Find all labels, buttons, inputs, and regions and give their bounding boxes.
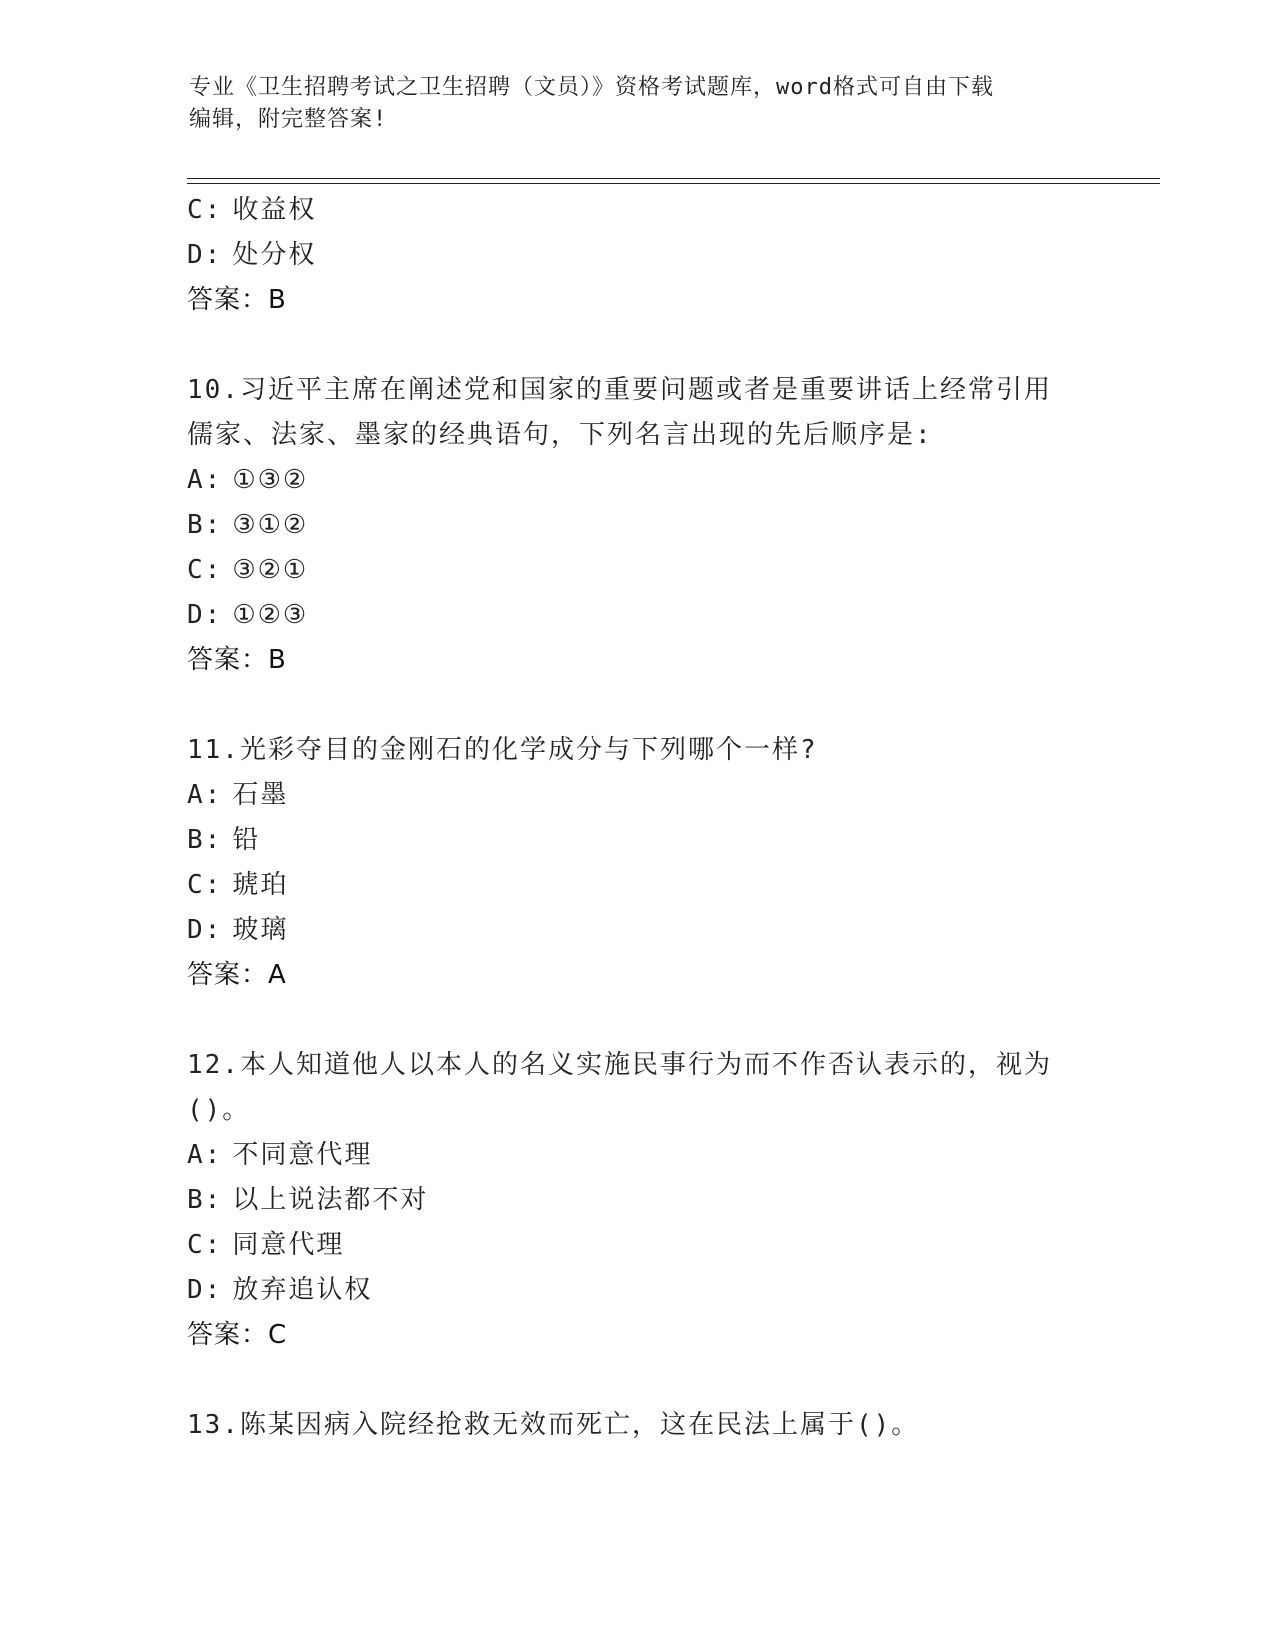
option-text: 以上说法都不对 xyxy=(232,1185,429,1215)
option-text: 处分权 xyxy=(232,240,317,270)
q12-text-line-2: ()。 xyxy=(187,1095,251,1125)
option-text: 铅 xyxy=(232,825,261,855)
option-key: C: xyxy=(187,870,223,900)
q12-option-a xyxy=(187,1137,372,1173)
option-key: C: xyxy=(187,555,223,585)
prev-answer: 答案：B xyxy=(187,285,287,315)
option-key: D: xyxy=(187,1275,223,1305)
q10-option-d xyxy=(187,597,308,633)
q11-option-c xyxy=(187,867,288,903)
document-header xyxy=(189,72,1089,136)
option-text: 玻璃 xyxy=(232,915,289,945)
q10-option-b xyxy=(187,507,308,543)
option-key: D: xyxy=(187,600,223,630)
option-key: A: xyxy=(187,1140,223,1170)
q12-text-line-1: 12.本人知道他人以本人的名义实施民事行为而不作否认表示的，视为 xyxy=(187,1050,1052,1080)
option-key: D: xyxy=(187,240,223,270)
q12-option-b xyxy=(187,1182,428,1218)
option-text: ③②① xyxy=(232,555,309,585)
q10-option-a xyxy=(187,462,308,498)
prev-option-d xyxy=(187,237,316,273)
q11-text-line-1: 11.光彩夺目的金刚石的化学成分与下列哪个一样? xyxy=(187,735,818,765)
q12-answer: 答案：C xyxy=(187,1320,288,1350)
q12-option-d xyxy=(187,1272,372,1308)
header-line-2: 编辑，附完整答案! xyxy=(189,107,388,132)
option-text: 不同意代理 xyxy=(232,1140,373,1170)
option-key: A: xyxy=(187,780,223,810)
option-text: ①③② xyxy=(232,465,309,495)
option-text: 同意代理 xyxy=(232,1230,345,1260)
option-text: 收益权 xyxy=(232,195,317,225)
q10-text-line-1: 10.习近平主席在阐述党和国家的重要问题或者是重要讲话上经常引用 xyxy=(187,375,1052,405)
option-key: C: xyxy=(187,195,223,225)
q11-answer: 答案：A xyxy=(187,960,287,990)
q10-option-c xyxy=(187,552,308,588)
q10-text-line-2: 儒家、法家、墨家的经典语句，下列名言出现的先后顺序是: xyxy=(187,420,933,450)
header-divider-bottom xyxy=(187,183,1160,184)
q13-text-line-1: 13.陈某因病入院经抢救无效而死亡，这在民法上属于()。 xyxy=(187,1410,920,1440)
option-text: 琥珀 xyxy=(232,870,289,900)
q11-option-a xyxy=(187,777,288,813)
option-text: 石墨 xyxy=(232,780,289,810)
q10-answer: 答案：B xyxy=(187,645,287,675)
option-key: B: xyxy=(187,1185,223,1215)
option-text: ③①② xyxy=(232,510,309,540)
header-divider-top xyxy=(187,178,1160,179)
option-text: ①②③ xyxy=(232,600,309,630)
option-key: D: xyxy=(187,915,223,945)
header-line-1: 专业《卫生招聘考试之卫生招聘（文员）》资格考试题库，word格式可自由下载 xyxy=(189,75,994,100)
option-key: B: xyxy=(187,825,223,855)
option-key: A: xyxy=(187,465,223,495)
option-key: B: xyxy=(187,510,223,540)
q11-option-d xyxy=(187,912,288,948)
option-key: C: xyxy=(187,1230,223,1260)
prev-option-c xyxy=(187,192,316,228)
option-text: 放弃追认权 xyxy=(232,1275,373,1305)
q12-option-c xyxy=(187,1227,344,1263)
q11-option-b xyxy=(187,822,260,858)
